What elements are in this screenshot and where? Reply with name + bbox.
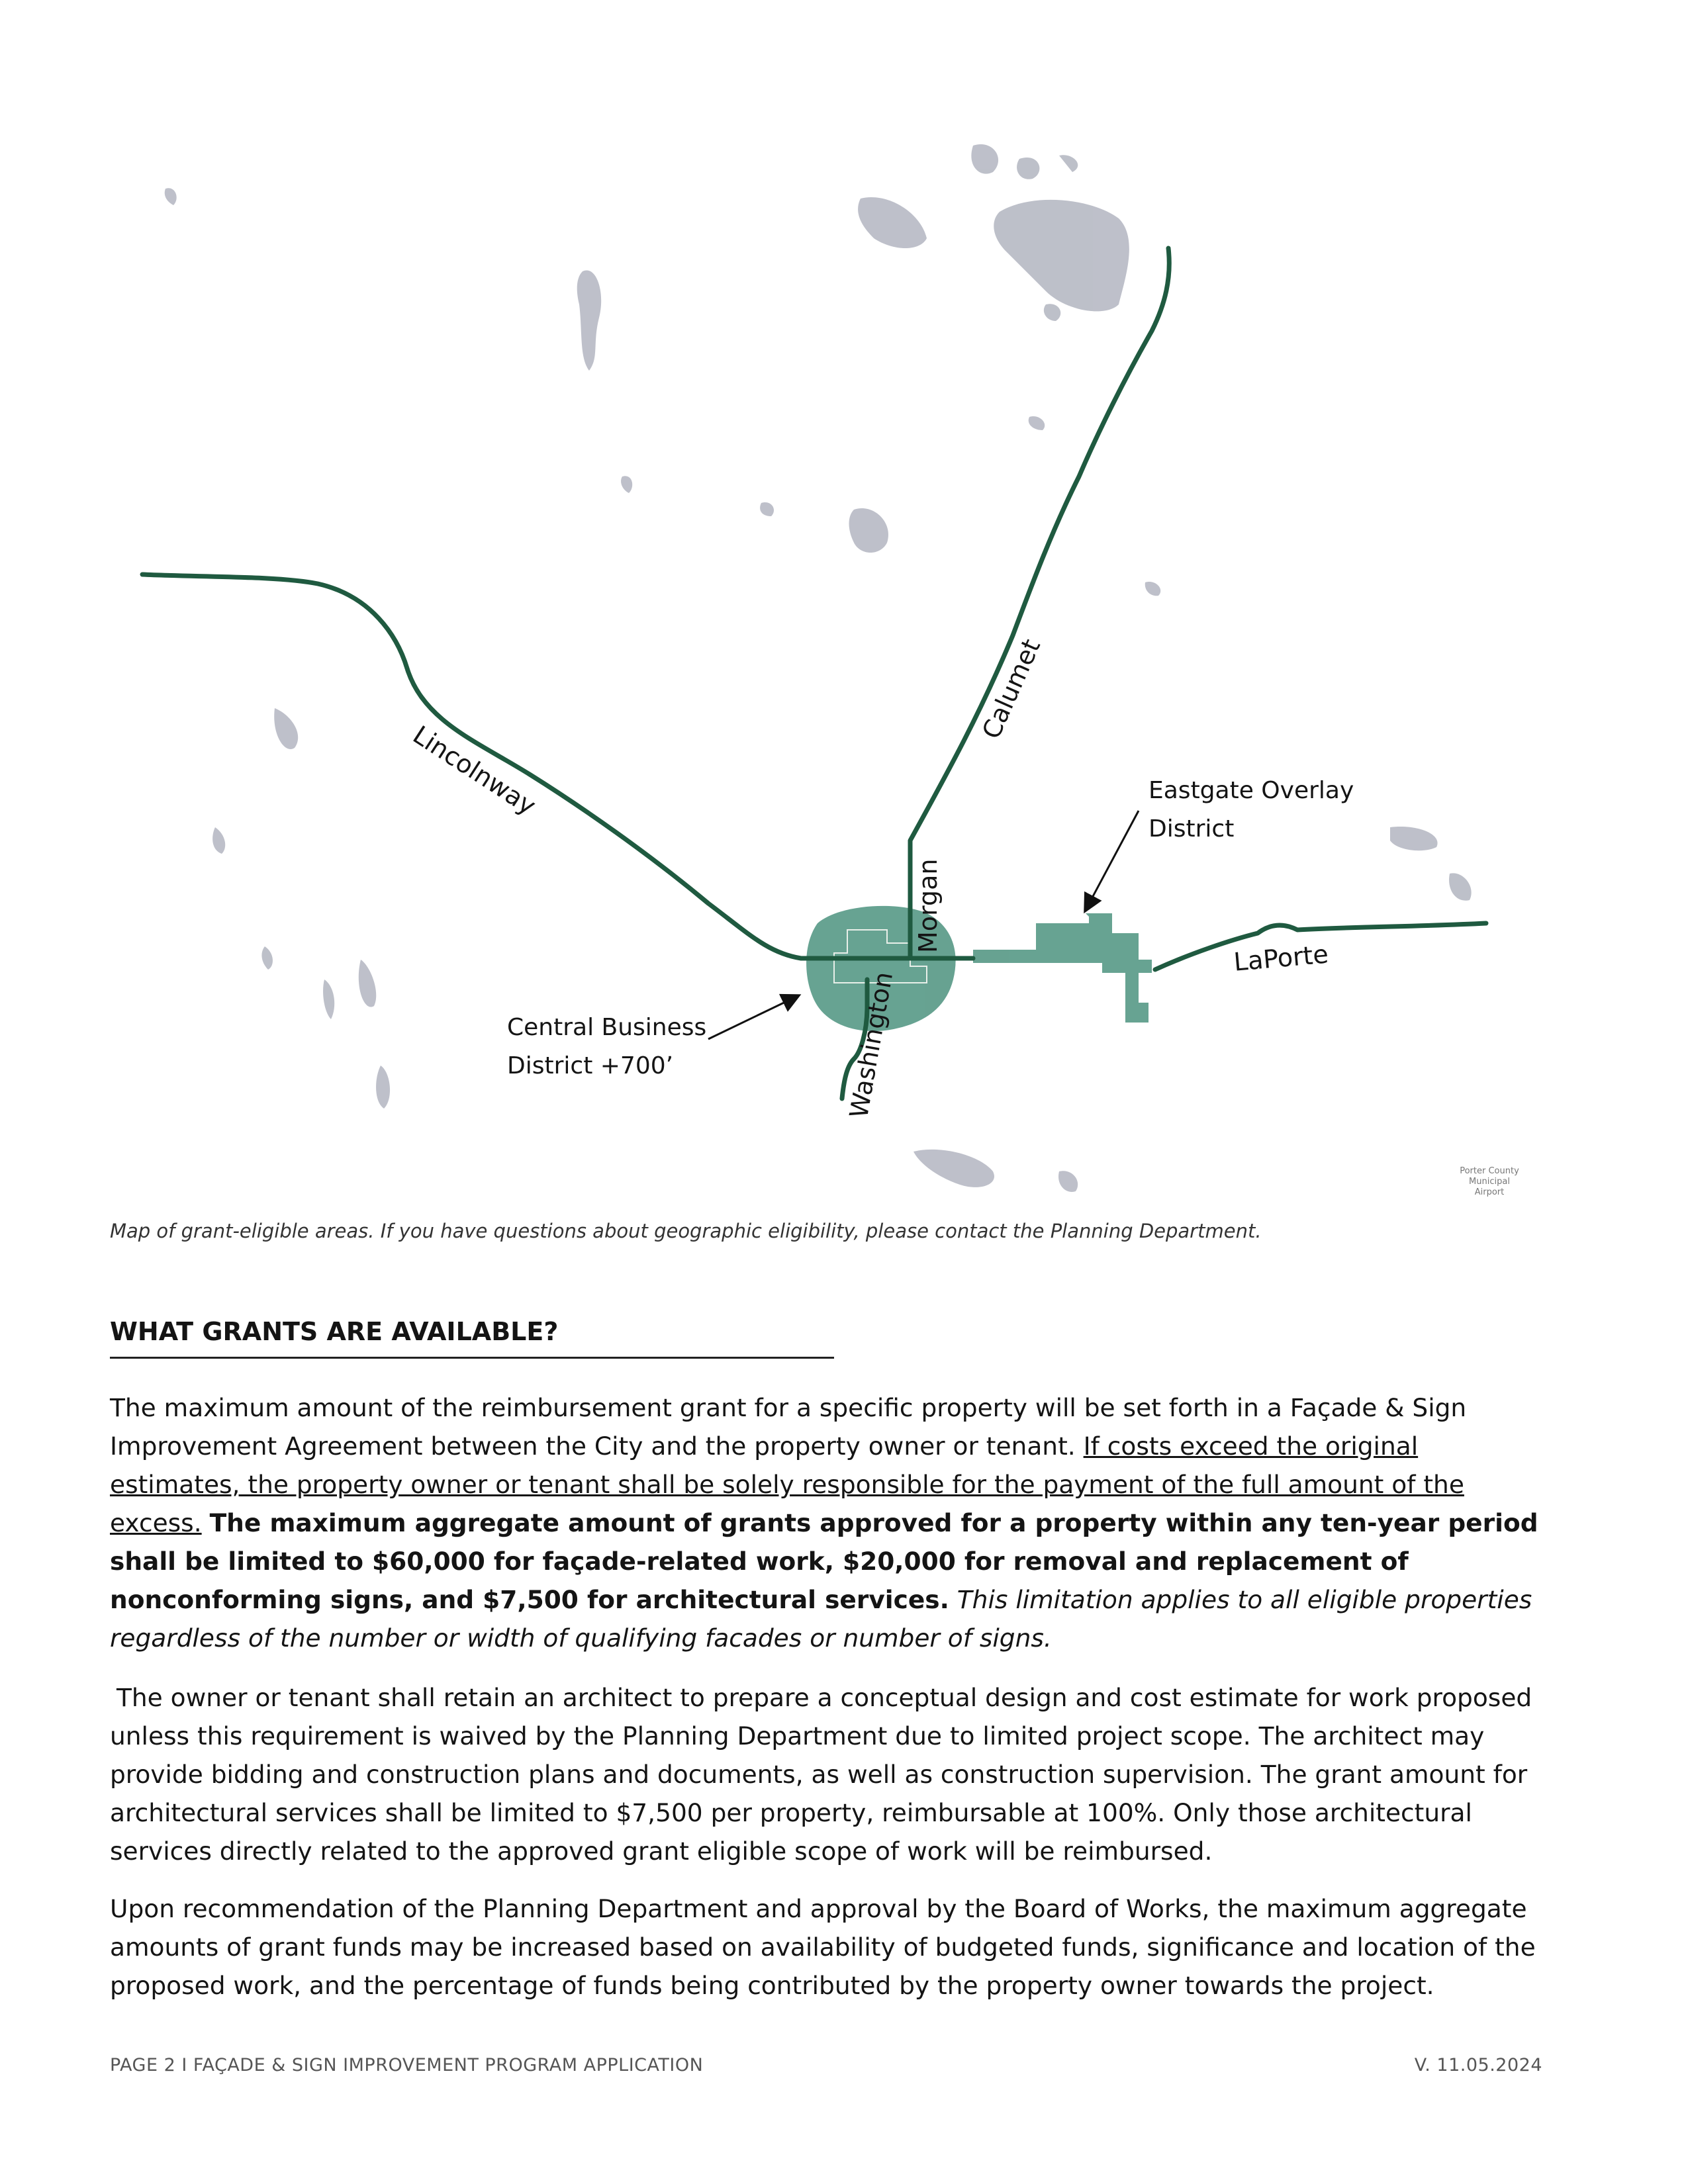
heading-underline	[110, 1357, 834, 1359]
cbd-label-line2: District +700’	[507, 1052, 674, 1079]
cbd-arrow	[708, 996, 798, 1039]
lake	[849, 508, 888, 553]
airport-label-line2: Municipal	[1469, 1177, 1510, 1187]
airport-label-line3: Airport	[1474, 1187, 1505, 1197]
paragraph-grant-amounts	[110, 1388, 1540, 1657]
lake	[1044, 304, 1060, 321]
road-label-laporte: LaPorte	[1233, 939, 1330, 977]
road-label-washington: Washington	[844, 970, 899, 1120]
lake	[1017, 158, 1039, 179]
lake	[212, 827, 225, 854]
eastgate-overlay-district	[973, 913, 1152, 1023]
paragraph-increase: Upon recommendation of the Planning Department and approval by the Board of Works, the maximum aggregate amounts of grant funds may be increased based on availability of budgeted funds, significance and location of the proposed work, and the percentage of funds being contributed by the property owner towards the project.	[110, 1894, 1536, 2000]
footer-page-label: PAGE 2 I FAÇADE & SIGN IMPROVEMENT PROGRAM APPLICATION	[110, 2055, 704, 2075]
lake	[577, 270, 601, 371]
lake	[621, 476, 632, 493]
road-label-lincolnway: Lincolnway	[408, 720, 541, 821]
map-caption: Map of grant-eligible areas. If you have questions about geographic eligibility, please contact the Planning Department.	[110, 1220, 1262, 1242]
airport-label-line1: Porter County	[1460, 1166, 1519, 1176]
road-label-calumet: Calumet	[976, 635, 1047, 743]
lake	[1390, 827, 1438, 850]
lake	[1449, 873, 1472, 900]
eastgate-label-line1: Eastgate Overlay	[1149, 777, 1354, 804]
lake	[1145, 582, 1160, 596]
cbd-label-line1: Central Business	[507, 1014, 707, 1041]
lake	[858, 197, 927, 248]
paragraph-architect: The owner or tenant shall retain an architect to prepare a conceptual design and cost estimate for work proposed unless this requirement is waived by the Planning Department due to limited project scope. The architect may provide bidding and construction plans and documents, as well as construction supervision. The grant amount for architectural services shall be limited to $7,500 per property, reimbursable at 100%. Only those architectural services directly related to the approved grant eligible scope of work will be reimbursed.	[110, 1683, 1532, 1866]
p1-underlined: If costs exceed the original estimates, the property owner or tenant shall be solely responsible for the payment of the full amount of the excess.	[110, 1432, 1464, 1537]
lake	[323, 979, 334, 1019]
airport-label	[1453, 1166, 1526, 1198]
road-label-morgan: Morgan	[914, 858, 943, 953]
road-lincolnway	[142, 574, 973, 958]
section-heading: WHAT GRANTS ARE AVAILABLE?	[110, 1317, 559, 1346]
p1-bold: The maximum aggregate amount of grants approved for a property within any ten-year period shall be limited to $60,000 for façade-related work, $20,000 for removal and replacement of nonconforming signs, and $7,500 for architectural services.	[110, 1508, 1538, 1614]
lake	[914, 1150, 994, 1187]
water-bodies	[165, 144, 1472, 1192]
eastgate-label-line2: District	[1149, 815, 1235, 842]
cbd-label	[507, 1013, 706, 1081]
footer-version: V. 11.05.2024	[1414, 2055, 1542, 2075]
lake	[760, 502, 774, 516]
lake	[359, 960, 376, 1007]
lake	[971, 144, 998, 174]
eastgate-arrow	[1086, 811, 1139, 910]
lake	[376, 1066, 390, 1109]
road-calumet	[910, 248, 1169, 958]
p1-italic: This limitation applies to all eligible properties regardless of the number or width of qualifying facades or number of signs.	[110, 1585, 1532, 1653]
lake	[1059, 155, 1078, 172]
lake	[274, 708, 298, 749]
p1-intro: The maximum amount of the reimbursement grant for a specific property will be set forth in a Façade & Sign Improvement Agreement between the City and the property owner or tenant.	[110, 1393, 1467, 1461]
lake	[1029, 416, 1045, 430]
eastgate-label	[1149, 776, 1354, 844]
lake	[1058, 1171, 1078, 1192]
lake	[165, 188, 177, 205]
lake	[994, 200, 1129, 312]
lake	[261, 946, 273, 970]
